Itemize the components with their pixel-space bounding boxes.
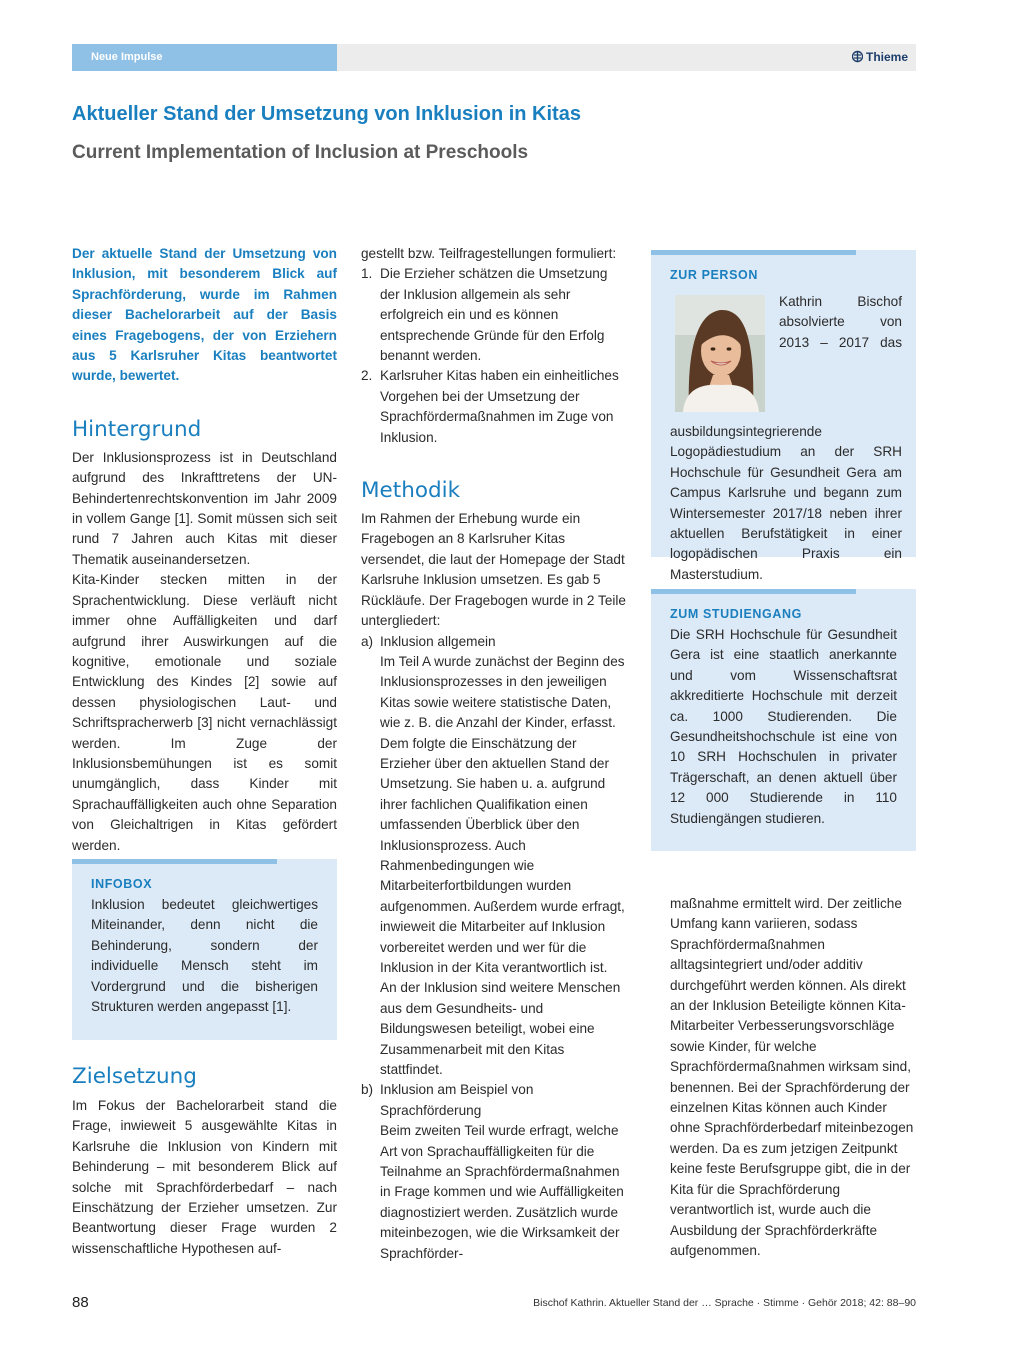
hypothesis-item: 2. Karlsruher Kitas haben ein einheitliches Vorgehen bei der Umsetzung der Sprachfördermaßnahmen im Zuge von Inklusion. bbox=[361, 368, 619, 445]
hypothesis-item: 1. Die Erzieher schätzen die Umsetzung der Inklusion allgemein als sehr erfolgreich ein und es können entsprechende Gründe für den Erfolg benannt werden. bbox=[361, 266, 608, 364]
method-paragraph: Im Rahmen der Erhebung wurde ein Fragebogen an 8 Karlsruher Kitas versendet, die laut der Homepage der Stadt Karlsruhe Inklusion umsetzen. Es gab 5 Rückläufe. Der Fragebogen wurde in 2 Teile untergliedert: bbox=[361, 511, 626, 629]
column-3-continuation bbox=[670, 894, 916, 1261]
background-paragraph-2: Kita-Kinder stecken mitten in der Sprachentwicklung. Diese verläuft nicht immer ohne Auffälligkeiten und darf aufgrund ihrer Auswirkungen auf die kognitive, emotionale und soziale Entwicklung des Kindes [2] sowie auf dessen physiologischen Laut- und Schriftspracherwerb [3] nicht vernachlässigt werden. Im Zuge der Inklusionsbemühungen ist es somit unumgänglich, dass Kinder mit Sprachauffälligkeiten auch ohne Separation von Gleichaltrigen in Kitas gefördert werden. bbox=[72, 572, 337, 853]
header-bar bbox=[72, 44, 916, 71]
infobox-stripe bbox=[72, 859, 277, 864]
background-paragraph-1: Der Inklusionsprozess ist in Deutschland aufgrund des Inkrafttretens der UN-Behindertenrechtskonvention im Jahr 2009 in vollem Gange [1]. Somit müssen sich seit rund 7 Jahren auch Kitas mit dieser Thematik auseinandersetzen. bbox=[72, 449, 337, 567]
section-heading-goal: Zielsetzung bbox=[72, 1064, 197, 1089]
study-program-box bbox=[651, 589, 916, 851]
part-b-title: Inklusion am Beispiel von Sprachförderung bbox=[380, 1082, 534, 1118]
person-text: Kathrin Bischof absolvierte von 2013 – 2017 das ausbildungsintegrierende Logopädiestudium an der SRH Hochschule für Gesundheit Gera am Campus Karlsruhe und begann zum Wintersemester 2017/18 neben ihrer aktuellen Berufstätigkeit in einer logopädischen Praxis ein Masterstudium. bbox=[670, 294, 902, 582]
section-heading-background: Hintergrund bbox=[72, 416, 202, 442]
infobox-title: INFOBOX bbox=[91, 877, 153, 891]
part-b: b) Inklusion am Beispiel von Sprachförderung bbox=[361, 1082, 534, 1118]
publisher-logo bbox=[852, 44, 908, 71]
infobox-text: Inklusion bedeutet gleichwertiges Miteinander, denn nicht die Behinderung, sondern der individuelle Mensch steht im Vordergrund und die bisherigen Strukturen werden angepasst [1]. bbox=[91, 897, 318, 1015]
page-number: 88 bbox=[72, 1294, 89, 1311]
part-a: a) Inklusion allgemein bbox=[361, 633, 496, 649]
column-3-paragraph: maßnahme ermittelt wird. Der zeitliche Umfang kann variieren, sodass Sprachfördermaßnahmen alltagsintegriert und/oder additiv durchgeführt werden können. Als direkt an der Inklusion Beteiligte können Kita-Mitarbeiter Verbesserungsvorschläge sowie Kinder, für welche Sprachfördermaßnahmen wirksam sind, benennen. Bei der Sprachförderung der einzelnen Kitas können auch Kinder ohne Sprachförderbedarf miteinbezogen werden. Da es zum jetzigen Zeitpunkt keine feste Berufsgruppe gibt, die in der Kita für die Sprachförderung verantwortlich ist, wurde auch die Ausbildung der Sprachförderkräfte aufgenommen. bbox=[670, 896, 914, 1258]
study-box-text: Die SRH Hochschule für Gesundheit Gera ist eine staatlich anerkannte und vom Wissenschaftsrat akkreditierte Hochschule mit derzeit ca. 1000 Studierenden. Die Gesundheitshochschule ist eine von 10 SRH Hochschulen in privater Trägerschaft, an denen aktuell über 12 000 Studierende in 110 Studiengängen studieren. bbox=[670, 627, 897, 826]
column-1-lower bbox=[72, 1062, 337, 1259]
article-title: Aktueller Stand der Umsetzung von Inklusion in Kitas bbox=[72, 103, 581, 125]
person-box bbox=[651, 250, 916, 582]
section-heading-method: Methodik bbox=[361, 478, 461, 504]
questionnaire-parts-list bbox=[361, 632, 627, 652]
infobox bbox=[72, 859, 337, 1040]
column-1 bbox=[72, 244, 337, 856]
goal-paragraph: Im Fokus der Bachelorarbeit stand die Frage, inwieweit 5 ausgewählte Kitas in Karlsruhe die Inklusion von Kindern mit Behinderung – mit besonderem Blick auf solche mit Sprachförderbedarf – nach Einschätzung der Erzieher umsetzen. Zur Beantwortung dieser Frage wurden 2 wissenschaftliche Hypothesen auf- bbox=[72, 1098, 337, 1256]
section-tag: Neue Impulse bbox=[72, 44, 337, 71]
part-a-title: Inklusion allgemein bbox=[380, 633, 496, 649]
part-b-text: Beim zweiten Teil wurde erfragt, welche Art von Sprachauffälligkeiten für die Teilnahme an Sprachfördermaßnahmen in Frage kommen und wie Auffälligkeiten diagnostiziert werden. Zusätzlich wurde miteinbezogen, wie die Wirksamkeit der Sprachförder- bbox=[380, 1123, 624, 1261]
part-a-text: Im Teil A wurde zunächst der Beginn des Inklusionsprozesses in den jeweiligen Kitas sowie weitere statistische Daten, wie z. B. die Anzahl der Kinder, erfasst. Dem folgte die Einschätzung der Erzieher über den aktuellen Stand der Umsetzung. Sie haben u. a. aufgrund ihrer fachlichen Qualifikation einen umfassenden Überblick über den Inklusionsprozess. Auch Rahmenbedingungen wie Mitarbeiterfortbildungen wurden aufgenommen. Außerdem wurde erfragt, inwieweit die Mitarbeiter auf Inklusion vorbereitet werden und wer für die Inklusion in der Kita verantwortlich ist. An der Inklusion sind weitere Menschen aus dem Gesundheits- und Bildungswesen beteiligt, wobei eine Zusammenarbeit mit den Kitas stattfindet. bbox=[380, 653, 625, 1078]
thieme-emblem-icon bbox=[852, 50, 863, 63]
hypotheses-list bbox=[361, 264, 627, 448]
citation-line: Bischof Kathrin. Aktueller Stand der … Sprache · Stimme · Gehör 2018; 42: 88–90 bbox=[533, 1297, 916, 1309]
study-box-stripe bbox=[651, 589, 856, 594]
article-subtitle: Current Implementation of Inclusion at Preschools bbox=[72, 142, 529, 163]
person-box-stripe bbox=[651, 250, 856, 255]
lead-paragraph: Der aktuelle Stand der Umsetzung von Inklusion, mit besonderem Blick auf Sprachförderung, wurde im Rahmen dieser Bachelorarbeit auf der Basis eines Fragebogens, der von Erziehern aus 5 Karlsruher Kitas beantwortet wurde, bewertet. bbox=[72, 246, 337, 384]
column-2-continuation: gestellt bzw. Teilfragestellungen formuliert: bbox=[361, 246, 617, 261]
questionnaire-parts-list-b bbox=[361, 1080, 627, 1121]
person-box-title: ZUR PERSON bbox=[670, 268, 758, 282]
photo-float-spacer bbox=[670, 292, 779, 422]
study-box-title: ZUM STUDIENGANG bbox=[670, 607, 802, 621]
column-2 bbox=[361, 244, 627, 1264]
publisher-name: Thieme bbox=[865, 50, 908, 64]
